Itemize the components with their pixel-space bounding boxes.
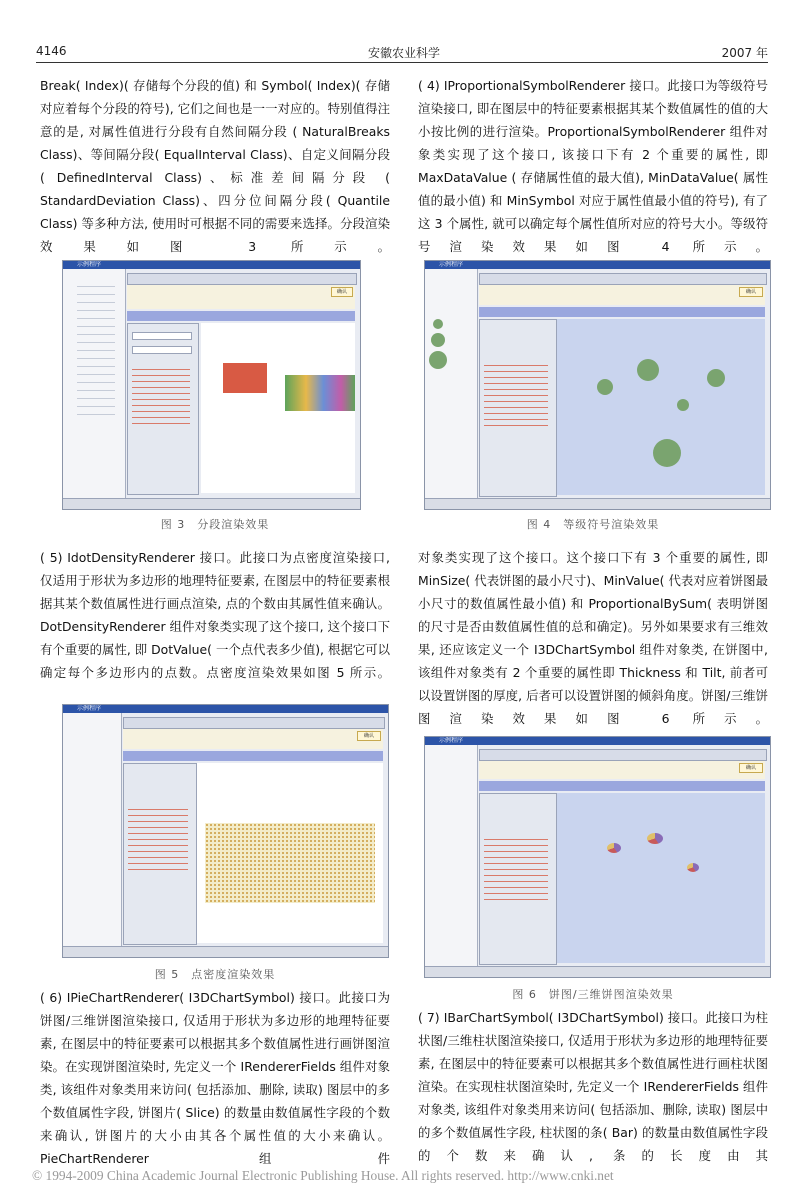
confirm-button[interactable]: 确认 — [739, 763, 763, 773]
status-bar — [425, 966, 770, 977]
field-select[interactable] — [132, 332, 192, 340]
map-view[interactable] — [557, 319, 765, 495]
figure-6-caption: 图 6 饼图/三维饼图渲染效果 — [512, 988, 674, 1001]
symbol-large — [429, 351, 447, 369]
proportional-symbol — [677, 399, 689, 411]
paragraph-bar-chart: ( 7) IBarChartSymbol( I3DChartSymbol) 接口。此接口为柱状图/三维柱状图渲染接口, 仅适用于形状为多边形的地理特征要素, 在图层中的特征要素可以根据其多个数值属性进行画柱状图渲染。在实现柱状图渲染时, 先定义一个 IRendererFields 组件对象类, 该组件对象类用来访问( 包括添加、删除, 读取) 图层中的多个数值属性字段, 柱状图的条( Bar) 的数量由数值属性字段的个数来确认, 条的长度由其 — [418, 1010, 768, 1163]
class-select[interactable] — [132, 346, 192, 354]
confirm-button[interactable]: 确认 — [331, 287, 353, 297]
toolbar-strip — [123, 751, 383, 761]
message-panel — [479, 285, 765, 305]
figure-3-caption: 图 3 分段渲染效果 — [160, 518, 270, 531]
proportional-symbol — [637, 359, 659, 381]
map-view[interactable] — [201, 323, 355, 493]
confirm-button[interactable]: 确认 — [357, 731, 381, 741]
window-title: 示例程序 — [77, 261, 102, 268]
proportional-symbol — [597, 379, 613, 395]
legend-list — [77, 279, 115, 419]
message-panel — [479, 761, 765, 779]
status-bar — [425, 498, 770, 509]
layer-tree-panel — [63, 269, 126, 499]
figure-5-screenshot — [62, 704, 389, 958]
message-panel — [123, 729, 383, 749]
figure-4-screenshot — [424, 260, 771, 510]
tab-bar — [123, 717, 385, 729]
toolbar-strip — [479, 307, 765, 317]
tab-bar — [127, 273, 357, 285]
proportional-symbol — [653, 439, 681, 467]
window-title: 示例程序 — [439, 261, 464, 268]
paragraph-dot-density: ( 5) IdotDensityRenderer 接口。此接口为点密度渲染接口, 仅适用于形状为多边形的地理特征要素, 在图层中的特征要素根据其某个数值属性进行画点渲染, 点的个数由其属性值来确认。DotDensityRenderer 组件对象类实现了这个接口, 这个接口下有个重要的属性, 即 DotValue( 一个点代表多少值), 根据它可以确定每个多边形内的点数。点密度渲染效果如图 5 所示。 — [40, 550, 390, 680]
renderer-info-text — [484, 834, 548, 904]
toolbar-strip — [127, 311, 355, 321]
renderer-settings-panel — [127, 323, 199, 495]
pie-chart-symbol — [687, 863, 699, 872]
renderer-info-text — [484, 360, 548, 430]
message-panel — [127, 285, 355, 309]
renderer-info-text — [132, 364, 190, 424]
tab-bar — [479, 273, 767, 285]
toolbar-strip — [479, 781, 765, 791]
dot-density-map — [205, 823, 375, 903]
renderer-info-text — [128, 804, 188, 874]
copyright-footer: © 1994-2009 China Academic Journal Electronic Publishing House. All rights reserved. http://www.cnki.net — [32, 1168, 614, 1183]
symbol-small — [433, 319, 443, 329]
renderer-settings-panel — [479, 319, 557, 497]
pie-chart-symbol — [607, 843, 621, 853]
paragraph-proportional-symbol: ( 4) IProportionalSymbolRenderer 接口。此接口为等级符号渲染接口, 即在图层中的特征要素根据其某个数值属性的值的大小按比例的进行渲染。ProportionalSymbolRenderer 组件对象类实现了这个接口, 该接口下有 2 个重要的属性, 即 MaxDataValue ( 存储属性值的最大值), MinDataValue( 属性值的最小值) 和 MinSymbol 对应于属性值最小值的符号), 有了这 3 个属性, 就可以确定每个属性值所对应的符号大小。等级符号渲染效果如图 4 所示。 — [418, 78, 768, 254]
paragraph-break-index: Break( Index)( 存储每个分段的值) 和 Symbol( Index)( 存储对应着每个分段的符号), 它们之间也是一一对应的。特别值得注意的是, 对属性值进行分段有自然间隔分段 ( NaturalBreaks Class)、等间隔分段( EqualInterval Class)、自定义间隔分段 ( DefinedInterval Class)、标准差间隔分段 ( StandardDeviation Class)、四分位间隔分段( Quantile Class) 等多种方法, 使用时可根据不同的需要来选择。分段渲染效果如图 3 所示。 — [40, 78, 390, 254]
pie-chart-symbol — [647, 833, 663, 844]
figure-4-caption: 图 4 等级符号渲染效果 — [526, 518, 660, 531]
proportional-symbol — [707, 369, 725, 387]
renderer-settings-panel — [123, 763, 197, 945]
publication-year: 2007 年 — [721, 46, 768, 60]
paragraph-pie-chart: ( 6) IPieChartRenderer( I3DChartSymbol) 接口。此接口为饼图/三维饼图渲染接口, 仅适用于形状为多边形的地理特征要素, 在图层中的特征要素可以根据其多个数值属性进行画饼图渲染。在实现饼图渲染时, 先定义一个 IRendererFields 组件对象类, 该组件对象类用来访问( 包括添加、删除, 读取) 图层中的多个数值属性字段, 饼图片( Slice) 的数量由数值属性字段的个数来确认, 饼图片的大小由其各个属性值的大小来确认。PieChartRenderer 组件 — [40, 990, 390, 1166]
renderer-settings-panel — [479, 793, 557, 965]
page-number: 4146 — [36, 44, 67, 58]
map-region-west — [223, 363, 267, 393]
layer-tree-panel — [63, 713, 122, 947]
map-region-east — [285, 375, 355, 411]
symbol-medium — [431, 333, 445, 347]
window-titlebar — [63, 261, 360, 269]
window-title: 示例程序 — [77, 705, 102, 712]
window-titlebar — [63, 705, 388, 713]
status-bar — [63, 498, 360, 509]
layer-tree-panel — [425, 269, 478, 499]
header-rule — [36, 62, 768, 63]
paragraph-pie-continued: 对象类实现了这个接口。这个接口下有 3 个重要的属性, 即 MinSize( 代表饼图的最小尺寸)、MinValue( 代表对应着饼图最小尺寸的数值属性最小值) 和 ProportionalBySum( 表明饼图的尺寸是否由数值属性值的总和确定)。另外如果要求有三维效果, 还应该定义一个 I3DChartSymbol 组件对象类, 在饼图中, 该组件对象类有 2 个重要的属性即 Thickness 和 Tilt, 前者可以设置饼图的厚度, 后者可以设置饼图的倾斜角度。饼图/三维饼图渲染效果如图 6 所示。 — [418, 550, 768, 726]
window-titlebar — [425, 737, 770, 745]
journal-name: 安徽农业科学 — [367, 46, 440, 60]
status-bar — [63, 946, 388, 957]
figure-3-screenshot — [62, 260, 361, 510]
layer-tree-panel — [425, 745, 478, 967]
window-title: 示例程序 — [439, 737, 464, 744]
window-titlebar — [425, 261, 770, 269]
figure-6-screenshot — [424, 736, 771, 978]
figure-5-caption: 图 5 点密度渲染效果 — [154, 968, 276, 981]
map-view[interactable] — [557, 793, 765, 963]
map-view[interactable] — [197, 763, 383, 943]
confirm-button[interactable]: 确认 — [739, 287, 763, 297]
tab-bar — [479, 749, 767, 761]
